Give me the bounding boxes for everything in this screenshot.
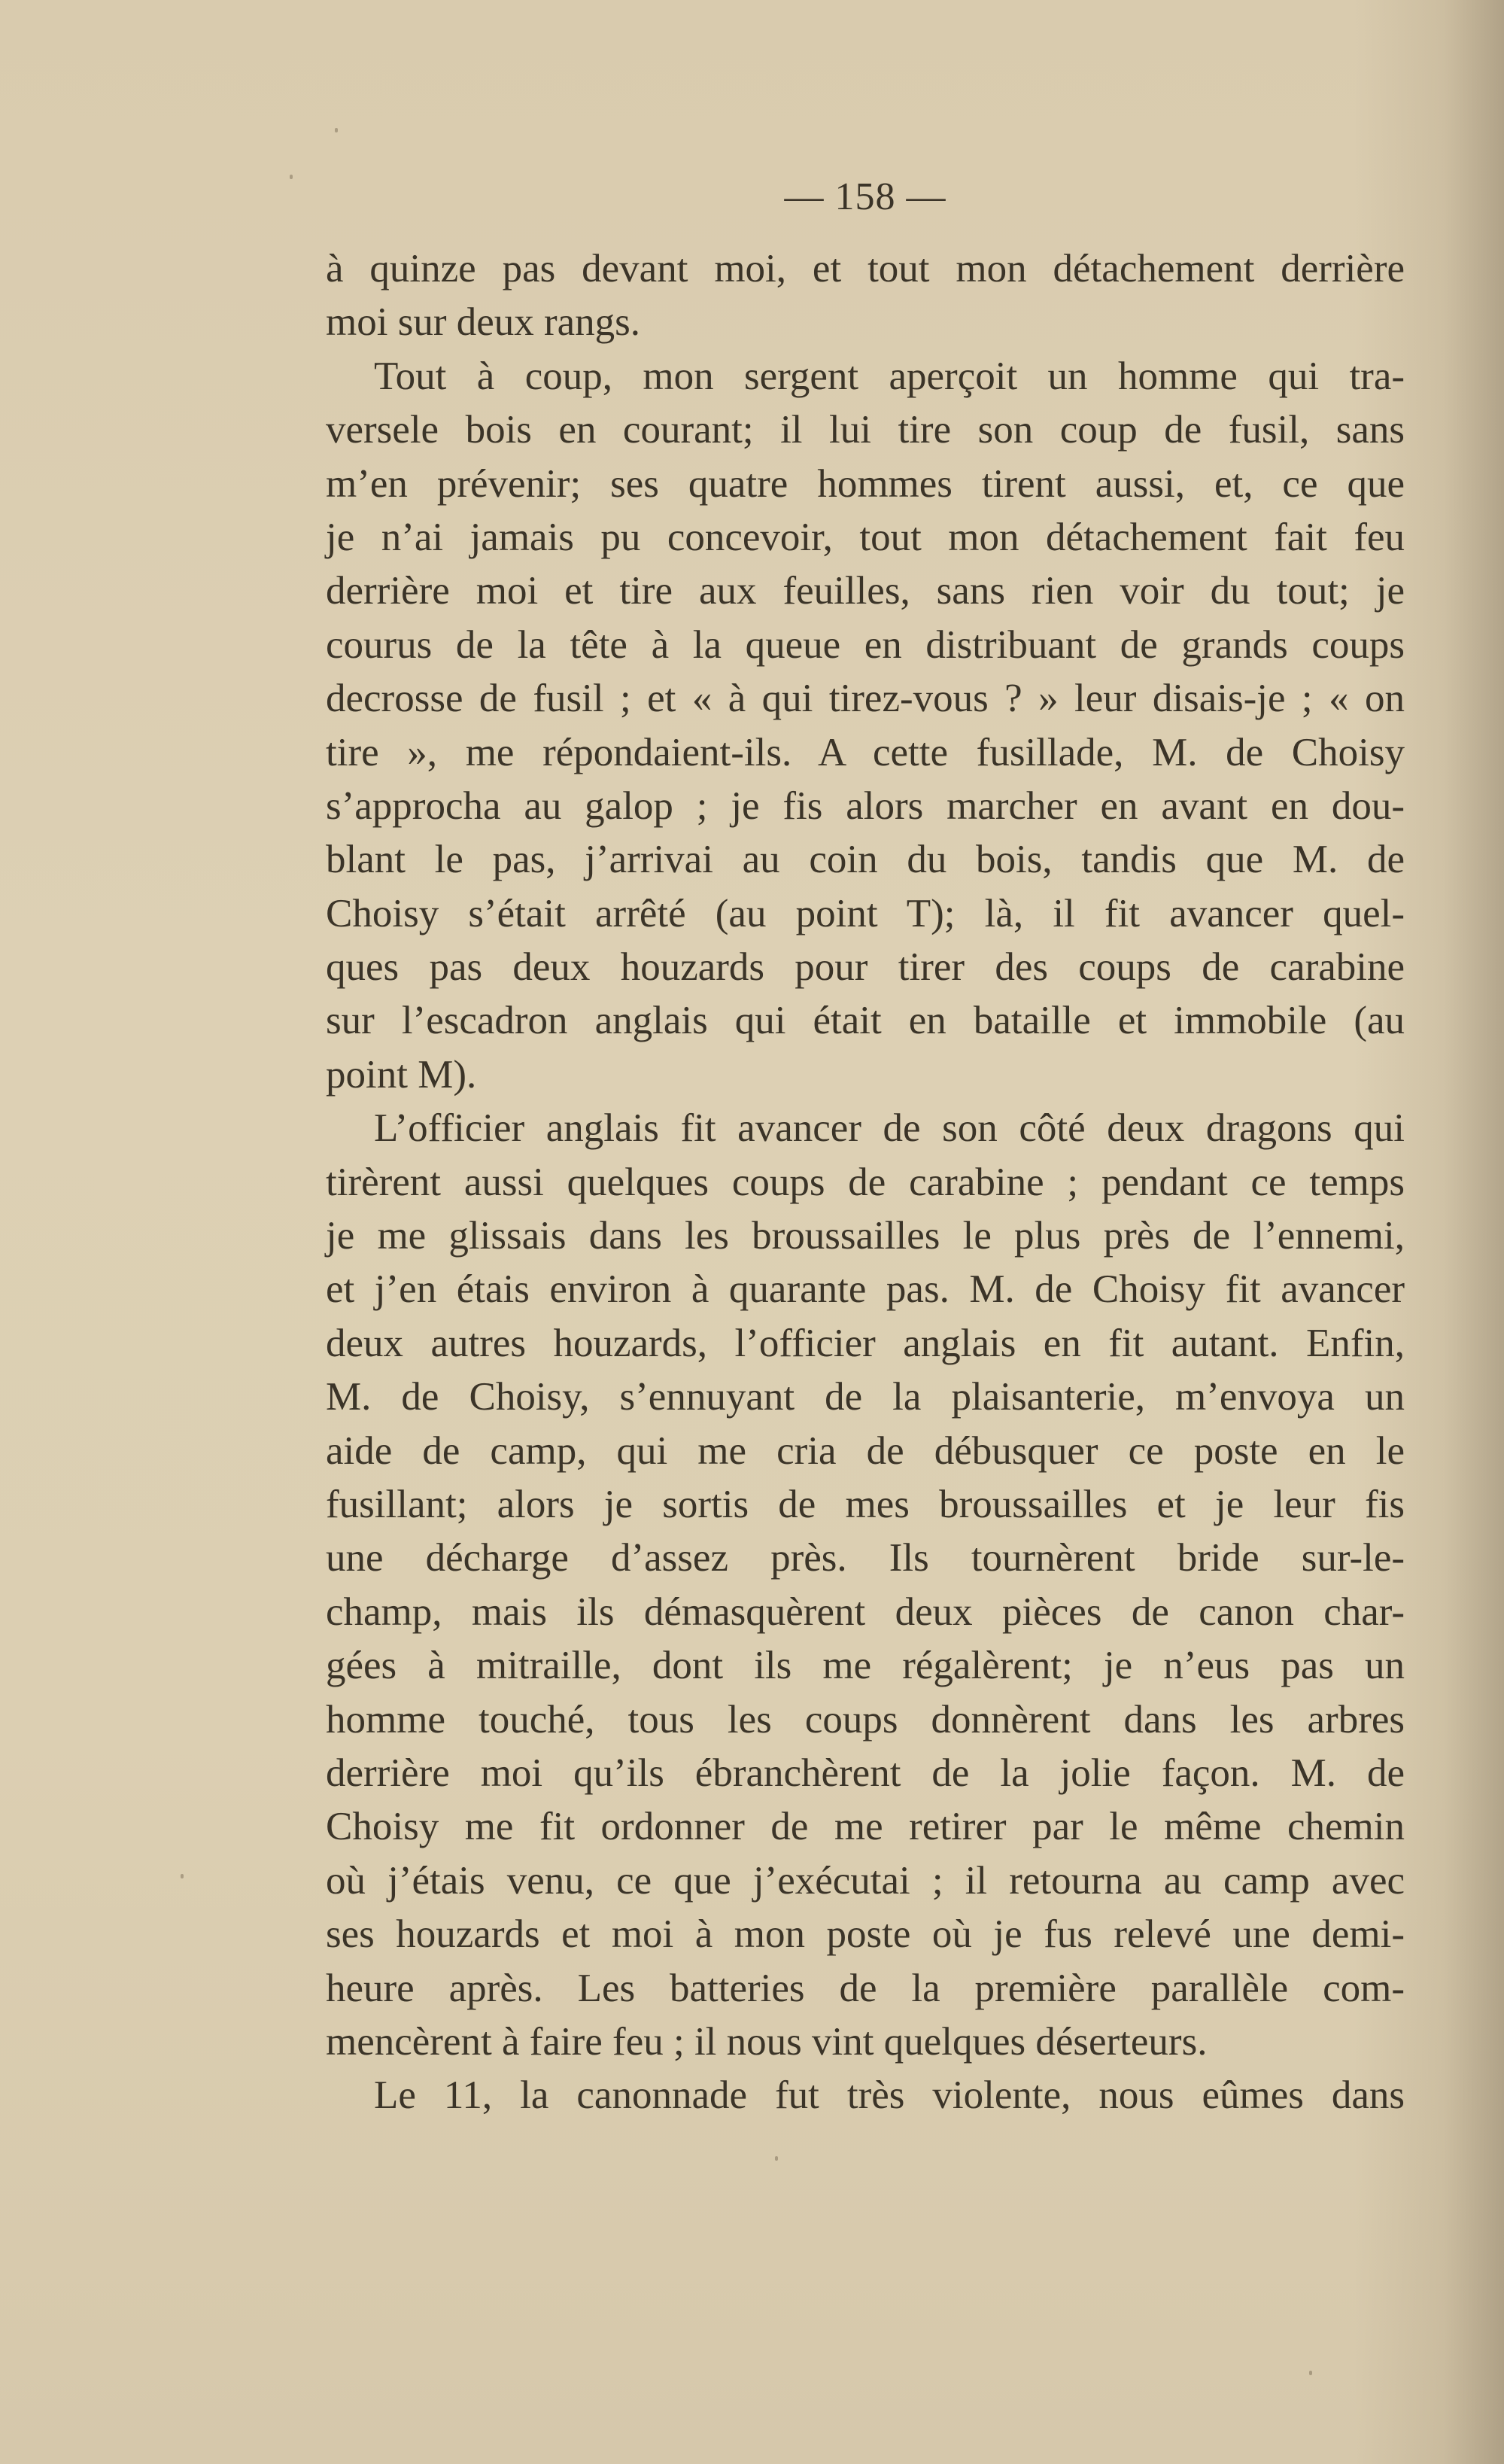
text-line xyxy=(326,1263,1405,1316)
text-line xyxy=(326,1532,1405,1585)
text-line xyxy=(326,1156,1405,1209)
text-line xyxy=(326,296,1405,349)
text-line-content: Choisy me fit ordonner de me retirer par le même chemin xyxy=(326,1805,1405,1849)
text-line-content: derrière moi et tire aux feuilles, sans rien voir du tout; je xyxy=(326,569,1405,613)
text-line-content: deux autres houzards, l’officier anglais en fit autant. Enfin, xyxy=(326,1321,1405,1365)
paper-speck xyxy=(181,1874,184,1878)
text-line xyxy=(326,941,1405,994)
text-line xyxy=(326,619,1405,672)
paper-speck xyxy=(1309,2371,1312,2375)
text-line-content: m’en prévenir; ses quatre hommes tirent aussi, et, ce que xyxy=(326,461,1405,506)
text-line xyxy=(326,1478,1405,1532)
paper-speck xyxy=(775,2156,778,2161)
text-line xyxy=(326,403,1405,457)
text-line-content: decrosse de fusil ; et « à qui tirez-vous ? » leur disais-je ; « on xyxy=(326,677,1405,721)
text-line xyxy=(326,511,1405,564)
page-number: — 158 — xyxy=(784,175,946,218)
text-line-content: courus de la tête à la queue en distribuant de grands coups xyxy=(326,622,1405,667)
text-line-content: je me glissais dans les broussailles le plus près de l’ennemi, xyxy=(326,1214,1405,1258)
text-line xyxy=(326,833,1405,887)
text-line-content: Le 11, la canonnade fut très violente, nous eûmes dans xyxy=(374,2073,1405,2118)
paper-speck xyxy=(335,128,338,132)
text-line-content: une décharge d’assez près. Ils tournèrent bride sur-le- xyxy=(326,1536,1405,1580)
text-line xyxy=(326,1370,1405,1424)
text-line xyxy=(326,2015,1405,2069)
text-line-content: aide de camp, qui me cria de débusquer ce poste en le xyxy=(326,1428,1405,1473)
text-line-content: ques pas deux houzards pour tirer des coups de carabine xyxy=(326,945,1405,990)
text-line-content: heure après. Les batteries de la première parallèle com- xyxy=(326,1966,1405,2010)
text-line xyxy=(326,1209,1405,1263)
text-line xyxy=(326,1854,1405,1908)
text-line xyxy=(326,1425,1405,1478)
text-line-content: ses houzards et moi à mon poste où je fus relevé une demi- xyxy=(326,1912,1405,1957)
text-line xyxy=(326,1586,1405,1639)
text-line-content: et j’en étais environ à quarante pas. M. de Choisy fit avancer xyxy=(326,1267,1405,1312)
text-line-content: Tout à coup, mon sergent aperçoit un homme qui tra- xyxy=(374,354,1405,398)
text-line xyxy=(326,1747,1405,1800)
text-line-content: derrière moi qu’ils ébranchèrent de la jolie façon. M. de xyxy=(326,1751,1405,1795)
text-line-content: où j’étais venu, ce que j’exécutai ; il retourna au camp avec xyxy=(326,1858,1405,1903)
text-line-content: point M). xyxy=(326,1052,477,1097)
text-line-content: gées à mitraille, dont ils me régalèrent; je n’eus pas un xyxy=(326,1644,1405,1688)
text-line-content: moi sur deux rangs. xyxy=(326,300,641,345)
text-line xyxy=(326,242,1405,296)
text-line xyxy=(326,350,1405,403)
text-line xyxy=(326,726,1405,780)
text-line-content: je n’ai jamais pu concevoir, tout mon détachement fait feu xyxy=(326,515,1405,559)
text-line xyxy=(326,887,1405,941)
text-line-content: champ, mais ils démasquèrent deux pièces de canon char- xyxy=(326,1589,1405,1634)
text-line-content: L’officier anglais fit avancer de son côté deux dragons qui xyxy=(374,1106,1405,1151)
text-line xyxy=(326,672,1405,726)
text-line-content: Choisy s’était arrêté (au point T); là, il fit avancer quel- xyxy=(326,891,1405,935)
text-line xyxy=(326,1317,1405,1370)
text-line xyxy=(326,1962,1405,2015)
text-line xyxy=(326,2069,1405,2122)
text-line-content: mencèrent à faire feu ; il nous vint quelques déserteurs. xyxy=(326,2019,1208,2064)
text-line xyxy=(326,1102,1405,1155)
text-line xyxy=(326,564,1405,618)
text-line-content: tire », me répondaient-ils. A cette fusillade, M. de Choisy xyxy=(326,730,1405,774)
text-line xyxy=(326,780,1405,833)
text-line-content: fusillant; alors je sortis de mes broussailles et je leur fis xyxy=(326,1482,1405,1526)
text-line-content: sur l’escadron anglais qui était en bataille et immobile (au xyxy=(326,999,1405,1043)
text-line xyxy=(326,1693,1405,1747)
text-line-content: M. de Choisy, s’ennuyant de la plaisanterie, m’envoya un xyxy=(326,1375,1405,1419)
text-line xyxy=(326,458,1405,511)
text-line-content: versele bois en courant; il lui tire son coup de fusil, sans xyxy=(326,408,1405,452)
text-line-content: blant le pas, j’arrivai au coin du bois, tandis que M. de xyxy=(326,838,1405,882)
text-line-content: s’approcha au galop ; je fis alors marcher en avant en dou- xyxy=(326,783,1405,828)
text-line xyxy=(326,1048,1405,1102)
body-text xyxy=(326,242,1405,2123)
text-line xyxy=(326,1639,1405,1693)
text-line-content: homme touché, tous les coups donnèrent dans les arbres xyxy=(326,1697,1405,1742)
text-line xyxy=(326,1800,1405,1854)
text-line-content: à quinze pas devant moi, et tout mon détachement derrière xyxy=(326,247,1405,291)
text-line xyxy=(326,994,1405,1048)
text-line xyxy=(326,1908,1405,1961)
text-line-content: tirèrent aussi quelques coups de carabine ; pendant ce temps xyxy=(326,1160,1405,1204)
